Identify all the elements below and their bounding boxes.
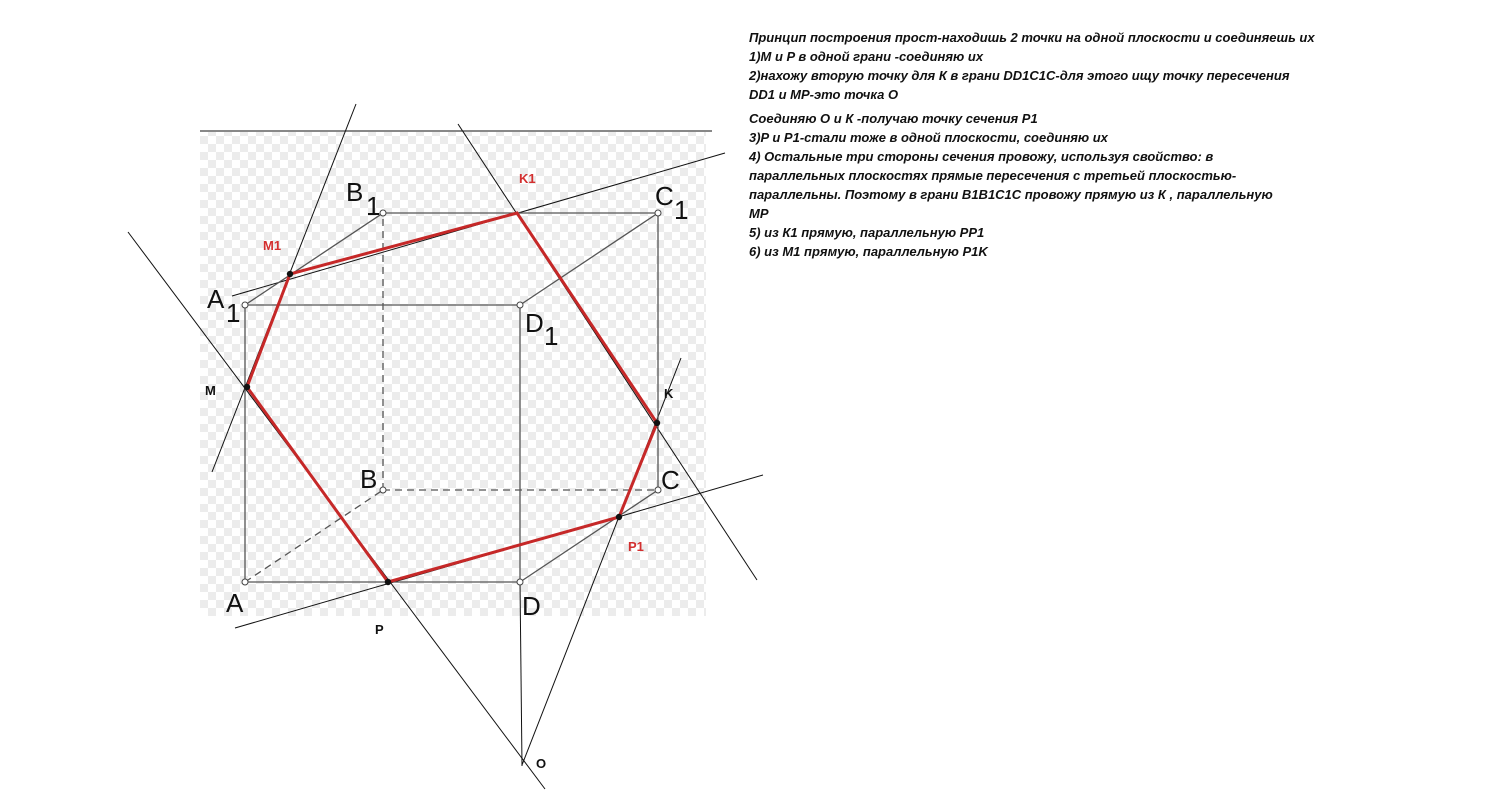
note-line: параллельных плоскостях прямые пересечения с третьей плоскостью- (749, 168, 1237, 183)
label-p: P (375, 622, 384, 637)
vertex-d1-dot (517, 302, 523, 308)
vertex-d-dot (517, 579, 523, 585)
point-k-dot (654, 420, 660, 426)
label-b1-subscript: 1 (366, 191, 381, 221)
label-b1: B (346, 177, 364, 207)
note-line: Принцип построения прост-находишь 2 точки на одной плоскости и соединяешь их (749, 30, 1315, 45)
note-line: 3)P и P1-стали тоже в одной плоскости, соединяю их (749, 130, 1108, 145)
label-m: M (205, 383, 216, 398)
vertex-b-dot (380, 487, 386, 493)
construction-notes (749, 28, 1469, 261)
label-a: A (226, 588, 244, 618)
note-line: 1)M и P в одной грани -соединяю их (749, 49, 984, 64)
note-line: DD1 и MP-это точка О (749, 87, 899, 102)
note-line: 5) из К1 прямую, параллельную PP1 (749, 225, 985, 240)
label-p1: P1 (628, 539, 644, 554)
point-p-dot (385, 579, 391, 585)
label-d: D (522, 591, 541, 621)
label-d1: D (525, 308, 544, 338)
label-c1: C (655, 181, 674, 211)
label-k: K (664, 386, 674, 401)
point-p1-dot (616, 514, 622, 520)
point-m1-dot (287, 271, 293, 277)
vertex-a-dot (242, 579, 248, 585)
note-line: параллельны. Поэтому в грани B1B1C1C провожу прямую из К , параллельную (749, 187, 1273, 202)
note-line: 2)нахожу вторую точку для К в грани DD1C1C-для этого ищу точку пересечения (749, 68, 1290, 83)
note-line: MP (749, 206, 769, 221)
vertex-b1-dot (380, 210, 386, 216)
vertex-a1-dot (242, 302, 248, 308)
label-k1: K1 (519, 171, 536, 186)
label-m1: M1 (263, 238, 282, 253)
label-o: O (536, 756, 547, 771)
label-c: C (661, 465, 680, 495)
label-d1-subscript: 1 (544, 321, 559, 351)
note-line: Соединяю О и К -получаю точку сечения P1 (749, 111, 1038, 126)
label-b: B (360, 464, 378, 494)
point-m-dot (244, 384, 250, 390)
label-a1: A (207, 284, 225, 314)
note-line: 6) из M1 прямую, параллельную P1K (749, 244, 988, 259)
label-a1-subscript: 1 (226, 298, 241, 328)
label-c1-subscript: 1 (674, 195, 689, 225)
note-line: 4) Остальные три стороны сечения провожу, используя свойство: в (749, 149, 1214, 164)
